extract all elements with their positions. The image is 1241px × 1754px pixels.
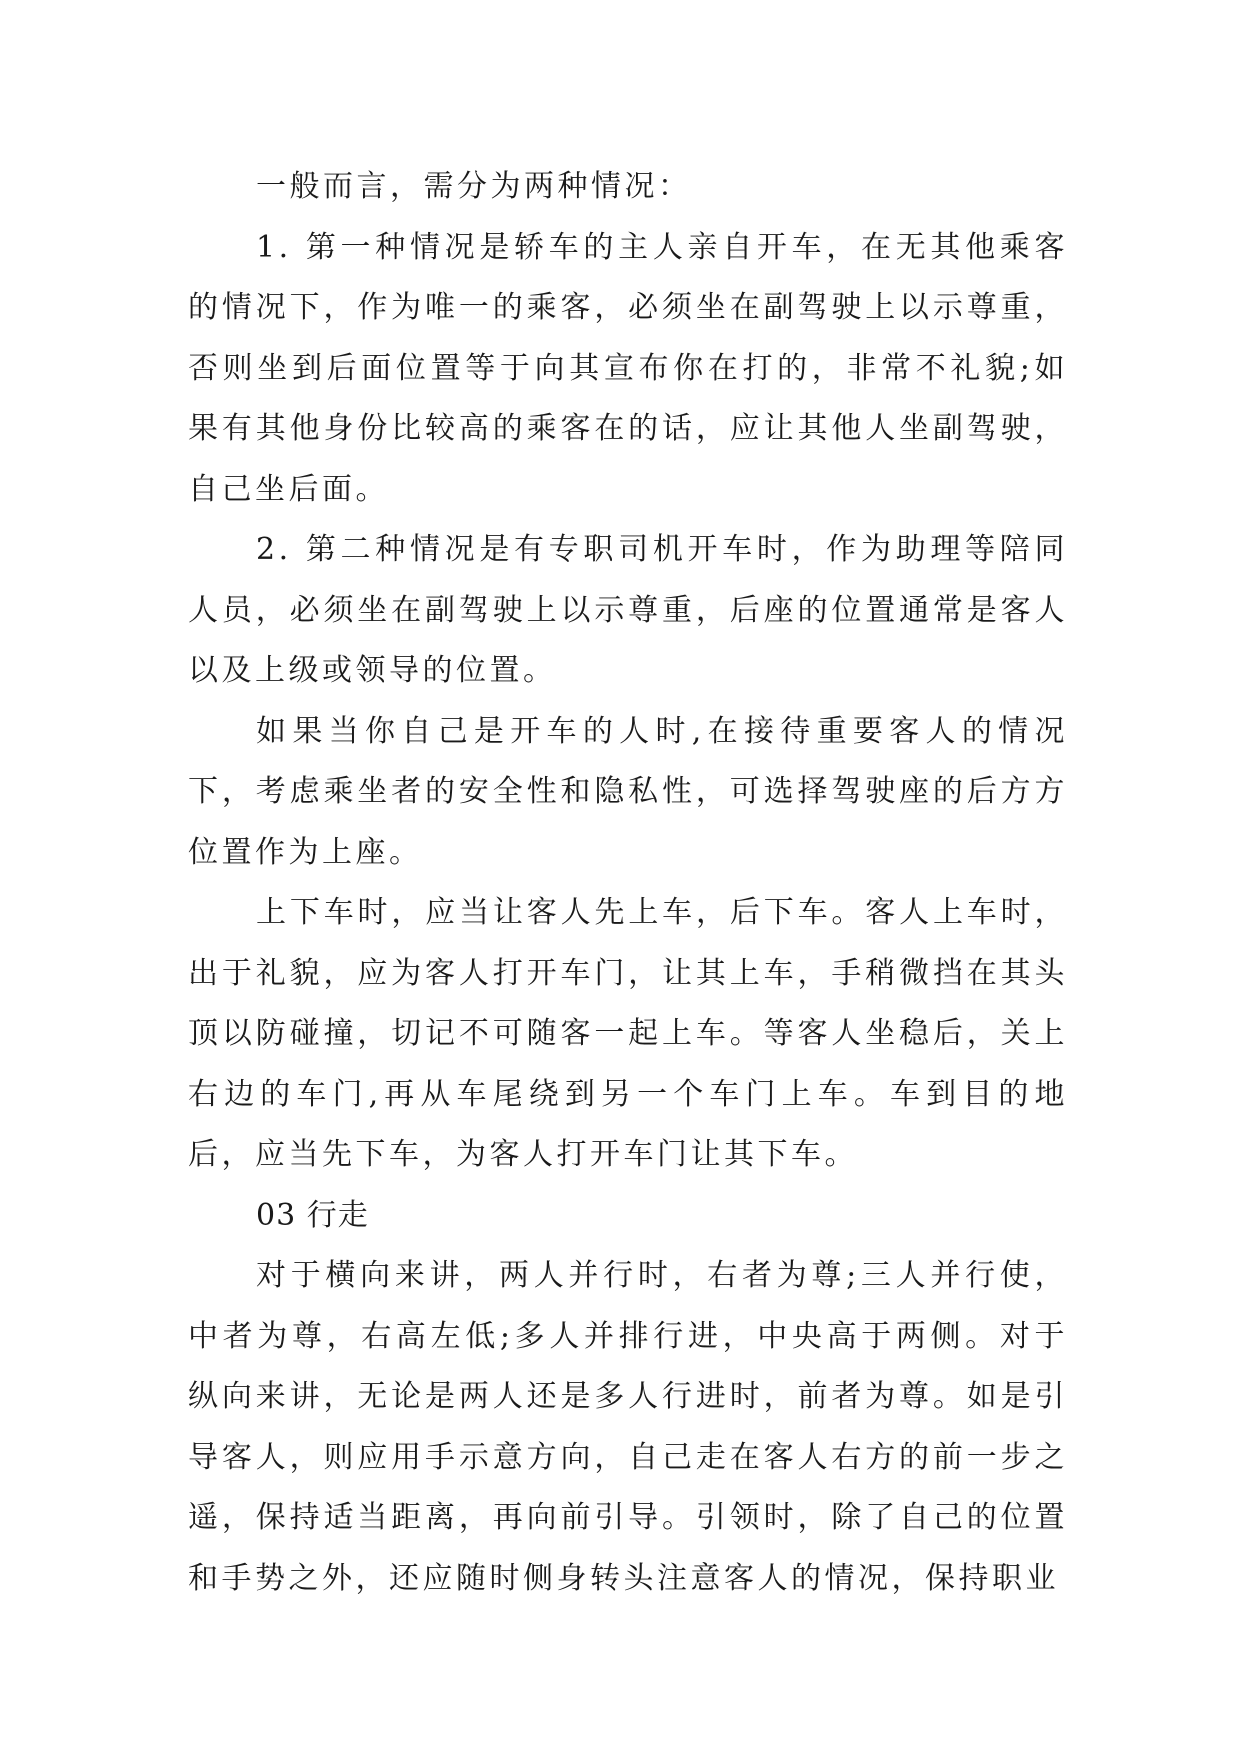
paragraph-intro: 一般而言，需分为两种情况：: [256, 169, 692, 204]
paragraph-self-driving: 如果当你自己是开车的人时,在接待重要客人的情况下，考虑乘坐者的安全性和隐私性，可选择驾驶座的后方方位置作为上座。: [188, 713, 1068, 870]
paragraph-case-two: 2. 第二种情况是有专职司机开车时，作为助理等陪同人员，必须坐在副驾驶上以示尊重，后座的位置通常是客人以及上级或领导的位置。: [188, 532, 1068, 688]
section-heading-walking: 03 行走: [256, 1197, 369, 1233]
document-body: [188, 157, 1068, 1609]
paragraph-case-one: 1. 第一种情况是轿车的主人亲自开车，在无其他乘客的情况下，作为唯一的乘客，必须坐在副驾驶上以示尊重，否则坐到后面位置等于向其宣布你在打的，非常不礼貌;如果有其他身份比较高的乘客在的话，应让其他人坐副驾驶，自己坐后面。: [188, 229, 1068, 507]
paragraph-boarding: 上下车时，应当让客人先上车，后下车。客人上车时，出于礼貌，应为客人打开车门，让其上车，手稍微挡在其头顶以防碰撞，切记不可随客一起上车。等客人坐稳后，关上右边的车门,再从车尾绕到另一个车门上车。车到目的地后，应当先下车，为客人打开车门让其下车。: [188, 895, 1068, 1172]
paragraph-walking: 对于横向来讲，两人并行时，右者为尊;三人并行使，中者为尊，右高左低;多人并排行进，中央高于两侧。对于纵向来讲，无论是两人还是多人行进时，前者为尊。如是引导客人，则应用手示意方向，自己走在客人右方的前一步之遥，保持适当距离，再向前引导。引领时，除了自己的位置和手势之外，还应随时侧身转头注意客人的情况，保持职业: [188, 1258, 1068, 1596]
